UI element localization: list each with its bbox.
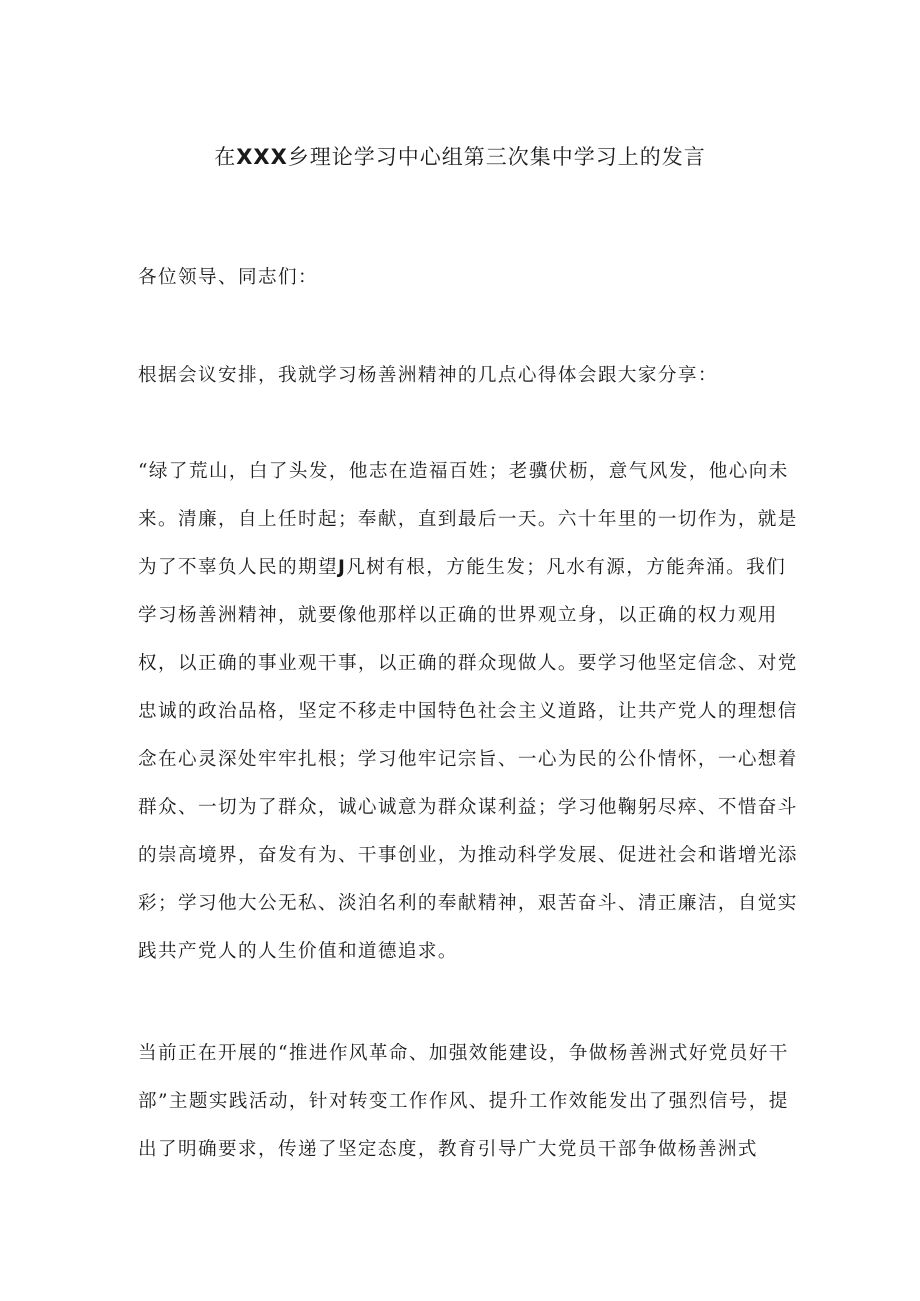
body-paragraph-1-part-1: “绿了荒山，白了头发，他志在造福百姓；老骥伏枥，意气风发，他心向未来。清廉，自上任时起；奉献，直到最后一天。六十年里的一切作为，就是为了不辜负人民的期望 [138, 461, 798, 578]
greeting-paragraph: 各位领导、同志们： [138, 267, 318, 288]
body-paragraph-2: 当前正在开展的“推进作风革命、加强效能建设，争做杨善洲式好党员好干部”主题实践活动，针对转变工作作风、提升工作效能发出了强烈信号，提出了明确要求，传递了坚定态度，教育引导广大党员干部争做杨善洲式 [138, 1043, 789, 1160]
title-suffix: 乡理论学习中心组第三次集中学习上的发言 [287, 145, 706, 169]
body-paragraph-1 [138, 448, 798, 976]
body-paragraph-1-mark: J [337, 557, 347, 578]
intro-paragraph: 根据会议安排，我就学习杨善洲精神的几点心得体会跟大家分享： [138, 365, 718, 386]
title-placeholder-name: XXX [236, 145, 288, 169]
body-paragraph-1-part-2: 凡树有根，方能生发；凡水有源，方能奔涌。我们学习杨善洲精神，就要像他那样以正确的世界观立身，以正确的权力观用权，以正确的事业观干事，以正确的群众现做人。要学习他坚定信念、对党忠诚的政治品格，坚定不移走中国特色社会主义道路，让共产党人的理想信念在心灵深处牢牢扎根；学习他牢记宗旨、一心为民的公仆情怀，一心想着群众、一切为了群众，诚心诚意为群众谋利益；学习他鞠躬尽瘁、不惜奋斗的崇高境界，奋发有为、干事创业，为推动科学发展、促进社会和谐增光添彩；学习他大公无私、淡泊名利的奉献精神，艰苦奋斗、清正廉洁，自觉实践共产党人的人生价值和道德追求。 [138, 557, 798, 962]
title-prefix: 在 [214, 145, 237, 169]
document-title [0, 142, 920, 172]
